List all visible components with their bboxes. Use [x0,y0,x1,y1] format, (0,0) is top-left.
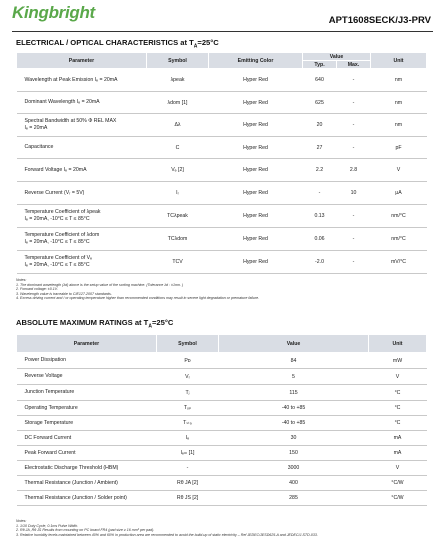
note-line: 2. Forward voltage: ±0.1V. [16,287,58,292]
cell-symbol: Pᴅ [157,353,219,369]
cell-max: 10 [337,182,371,205]
cell-symbol: Rθ JA [2] [157,476,219,491]
cell-unit: °C [369,401,427,416]
cell-param: Spectral Bandwidth at 50% Φ REL MAX Iₑ = 20mA [17,114,147,137]
cell-symbol: Δλ [147,114,209,137]
cell-symbol: Vₑ [2] [147,159,209,182]
cell-symbol: Iₑₘ [1] [157,446,219,461]
note-line: 4. Excess driving current and / or operating temperature higher than recommended conditions may result in severe light degradation or premature failure. [16,296,260,301]
cell-value: 400 [219,476,369,491]
col-unit: Unit [369,335,427,353]
cell-param: Capacitance [17,137,147,159]
cell-param: Wavelength at Peak Emission Iₑ = 20mA [17,69,147,92]
cell-color: Hyper Red [209,159,303,182]
table-row [17,92,427,114]
page-header [0,0,445,30]
cell-value: -40 to +85 [219,416,369,431]
table-row [17,446,427,461]
cell-param: Power Dissipation [17,353,157,369]
table-row [17,137,427,159]
cell-param: Thermal Resistance (Junction / Ambient) [17,476,157,491]
table-row [17,431,427,446]
col-parameter: Parameter [17,53,147,69]
table-row [17,159,427,182]
cell-param: Forward Voltage Iₑ = 20mA [17,159,147,182]
cell-value: 30 [219,431,369,446]
cell-max: - [337,228,371,251]
table-row [17,69,427,92]
cell-unit: nm [371,92,427,114]
cell-param: Peak Forward Current [17,446,157,461]
cell-unit: V [371,159,427,182]
cell-symbol: Tₛₜ₉ [157,416,219,431]
eo-characteristics-table [16,52,427,274]
table-row [17,182,427,205]
note-line: 3. Relative humidity levels maintained between 40% and 60% in production area are recommended to avoid the build-up of static electricity – Ref JEDEC/JESD625-A and JEDEC/J-STD-033. [16,532,318,537]
cell-param: DC Forward Current [17,431,157,446]
cell-typ: 640 [303,69,337,92]
col-unit: Unit [371,53,427,69]
cell-symbol: C [147,137,209,159]
cell-value: 5 [219,369,369,385]
col-value: Value [219,335,369,353]
cell-unit: mW [369,353,427,369]
cell-typ: 2.2 [303,159,337,182]
cell-typ: 625 [303,92,337,114]
note-line: Notes: [16,519,27,523]
col-parameter: Parameter [17,335,157,353]
cell-typ: 0.06 [303,228,337,251]
col-emitting-color: Emitting Color [209,53,303,69]
table-row [17,353,427,369]
abs-section-title: ABSOLUTE MAXIMUM RATINGS at $T_A=25^\circ C$ [16,318,174,330]
cell-symbol: Vᵣ [157,369,219,385]
brand-logo: Kingbright [12,3,95,22]
table-row [17,114,427,137]
cell-value: 3000 [219,461,369,476]
cell-param: Electrostatic Discharge Threshold (HBM) [17,461,157,476]
cell-param: Operating Temperature [17,401,157,416]
cell-unit: mV/°C [371,251,427,274]
cell-symbol: Rθ JS [2] [157,491,219,506]
cell-unit: mA [369,446,427,461]
cell-symbol: TCλdom [147,228,209,251]
cell-unit: V [369,461,427,476]
cell-value: -40 to +85 [219,401,369,416]
cell-value: 150 [219,446,369,461]
table-row [17,461,427,476]
cell-color: Hyper Red [209,182,303,205]
cell-unit: V [369,369,427,385]
cell-color: Hyper Red [209,137,303,159]
cell-unit: nm [371,114,427,137]
cell-max: - [337,92,371,114]
cell-unit: nm/°C [371,228,427,251]
cell-value: 285 [219,491,369,506]
cell-max: 2.8 [337,159,371,182]
cell-symbol: Iᵣ [147,182,209,205]
note-line: Notes: [16,278,27,282]
cell-param: Temperature Coefficient of λdom Iₑ = 20mA, -10°C ≤ T ≤ 85°C [17,228,147,251]
eo-section-title: ELECTRICAL / OPTICAL CHARACTERISTICS at $T_A=25^\circ C$ [16,38,219,50]
cell-symbol: Tₒₚ [157,401,219,416]
cell-symbol: λpeak [147,69,209,92]
eo-notes [16,278,259,301]
cell-param: Storage Temperature [17,416,157,431]
note-line: 1. 1/10 Duty Cycle, 0.1ms Pulse Width. [16,523,79,528]
header-rule [12,31,433,32]
cell-max: - [337,69,371,92]
cell-unit: pF [371,137,427,159]
cell-param: Reverse Voltage [17,369,157,385]
cell-typ: - [303,182,337,205]
col-typ: Typ. [303,61,337,69]
cell-param: Dominant Wavelength Iₑ = 20mA [17,92,147,114]
cell-max: - [337,251,371,274]
cell-max: - [337,114,371,137]
cell-unit: °C/W [369,476,427,491]
cell-param: Junction Temperature [17,385,157,401]
table-row [17,476,427,491]
table-row [17,205,427,228]
cell-typ: 20 [303,114,337,137]
cell-symbol: λdom [1] [147,92,209,114]
col-max: Max. [337,61,371,69]
cell-color: Hyper Red [209,205,303,228]
cell-color: Hyper Red [209,114,303,137]
cell-unit: nm/°C [371,205,427,228]
cell-symbol: TCλpeak [147,205,209,228]
note-line: 2. Rθ JA ,Rθ JS Results from mounting on PC board FR4 (pad size ≥ 16 mm² per pad). [16,528,155,533]
col-value: Value [303,53,371,61]
cell-param: Reverse Current (Vᵣ = 5V) [17,182,147,205]
table-row [17,416,427,431]
note-line: 3. Wavelength value is traceable to CIE127-2007 standards. [16,291,112,296]
cell-value: 115 [219,385,369,401]
cell-color: Hyper Red [209,69,303,92]
cell-typ: -2.0 [303,251,337,274]
cell-unit: nm [371,69,427,92]
abs-notes [16,519,318,537]
table-row [17,385,427,401]
cell-symbol: - [157,461,219,476]
cell-unit: °C [369,416,427,431]
cell-unit: μA [371,182,427,205]
cell-typ: 27 [303,137,337,159]
cell-max: - [337,137,371,159]
cell-param: Temperature Coefficient of Vₑ Iₑ = 20mA, -10°C ≤ T ≤ 85°C [17,251,147,274]
cell-unit: °C/W [369,491,427,506]
col-symbol: Symbol [157,335,219,353]
note-line: 1. The dominant wavelength (λd) above is the setup value of the sorting machine. (Tolerance λd : ±1nm. ) [16,282,184,287]
part-number: APT1608SECK/J3-PRV [328,15,431,26]
cell-unit: °C [369,385,427,401]
cell-color: Hyper Red [209,92,303,114]
cell-typ: 0.13 [303,205,337,228]
cell-color: Hyper Red [209,251,303,274]
absolute-ratings-table [16,334,427,506]
cell-unit: mA [369,431,427,446]
cell-max: - [337,205,371,228]
table-row [17,401,427,416]
table-row [17,369,427,385]
col-symbol: Symbol [147,53,209,69]
cell-symbol: TCV [147,251,209,274]
table-row [17,251,427,274]
table-row [17,228,427,251]
cell-param: Temperature Coefficient of λpeak Iₑ = 20mA, -10°C ≤ T ≤ 85°C [17,205,147,228]
cell-symbol: Tⱼ [157,385,219,401]
cell-param: Thermal Resistance (Junction / Solder point) [17,491,157,506]
cell-symbol: Iₑ [157,431,219,446]
table-row [17,491,427,506]
cell-color: Hyper Red [209,228,303,251]
cell-value: 84 [219,353,369,369]
